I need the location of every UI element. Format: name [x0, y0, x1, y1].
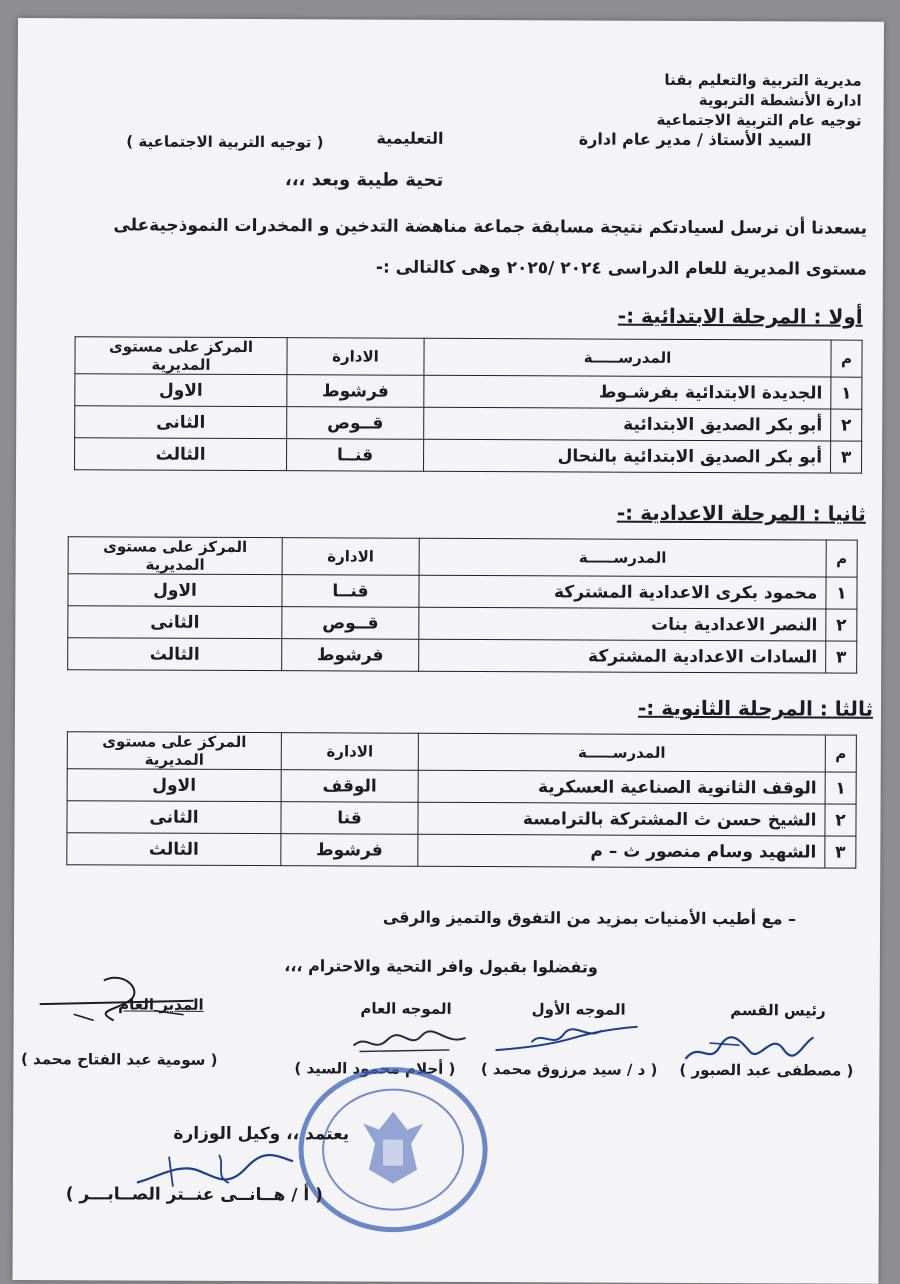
signature-name-general-supervisor: ( أحلام محمود السيد )	[294, 1059, 456, 1078]
col-num-header: م	[831, 340, 862, 377]
results-table-preparatory	[67, 536, 858, 673]
school-name: الشهيد وسام منصور ث – م	[418, 834, 825, 868]
header-line-2: ادارة الأنشطة التربوية	[698, 90, 862, 110]
row-num: ٣	[825, 836, 856, 868]
school-name: الشيخ حسن ث المشتركة بالترامسة	[418, 802, 825, 836]
section-title-preparatory: ثانيا : المرحلة الاعدادية :-	[616, 500, 866, 526]
admin-name: فرشوط	[282, 639, 419, 672]
addressee-right: السيد الأستاذ / مدير عام ادارة	[578, 129, 812, 150]
rank: الثالث	[67, 833, 281, 866]
section-title-primary: أولا : المرحلة الابتدائية :-	[617, 303, 863, 329]
row-num: ١	[831, 377, 862, 409]
approval-title: يعتمد ،، وكيل الوزارة	[173, 1123, 350, 1145]
col-num-header: م	[826, 540, 857, 577]
section-title-secondary: ثالثا : المرحلة الثانوية :-	[637, 695, 874, 721]
signature-name-head: ( مصطفى عبد الصبور )	[679, 1060, 854, 1080]
school-name: النصر الاعدادية بنات	[419, 607, 826, 641]
rank: الثانى	[67, 801, 281, 834]
addressee-middle: التعليمية	[376, 128, 444, 148]
addressee-left: ( توجيه التربية الاجتماعية )	[126, 132, 324, 152]
table-row	[75, 406, 862, 441]
row-num: ١	[826, 577, 857, 609]
header-line-1: مديرية التربية والتعليم بقنا	[664, 70, 862, 90]
closing-regards: وتفضلوا بقبول وافر التحية والاحترام ،،،	[284, 956, 598, 977]
signature-title-head: رئيس القسم	[730, 1001, 826, 1020]
handwritten-signature-first-supervisor	[491, 1020, 641, 1061]
header-line-3: توجيه عام التربية الاجتماعية	[656, 110, 862, 130]
row-num: ٢	[831, 409, 862, 441]
col-admin-header: الادارة	[282, 538, 419, 576]
table-row	[75, 374, 862, 409]
admin-name: فرشوط	[281, 834, 418, 867]
rank: الثالث	[75, 438, 287, 471]
table-header-row	[68, 537, 857, 577]
school-name: أبو بكر الصديق الابتدائية بالنحال	[424, 439, 831, 473]
row-num: ١	[825, 772, 856, 804]
signature-title-first-supervisor: الموجه الأول	[531, 1000, 626, 1019]
col-rank-header: المركز على مستوى المديرية	[75, 337, 287, 375]
rank: الاول	[75, 374, 287, 407]
document-page	[12, 18, 883, 1284]
handwritten-signature-general-supervisor	[349, 1023, 469, 1060]
admin-name: قنــا	[282, 575, 419, 608]
table-row	[68, 638, 857, 673]
admin-name: الوقف	[281, 770, 418, 803]
row-num: ٢	[825, 804, 856, 836]
table-row	[67, 833, 856, 868]
signature-name-first-supervisor: ( د / سيد مرزوق محمد )	[480, 1060, 658, 1079]
table-header-row	[75, 337, 862, 377]
row-num: ٣	[831, 441, 862, 473]
row-num: ٣	[826, 641, 857, 673]
handwritten-signature-director	[34, 970, 204, 1033]
col-admin-header: الادارة	[287, 338, 424, 376]
signature-title-director: المدير العام	[118, 995, 204, 1014]
results-table-secondary	[66, 731, 857, 868]
results-table-primary	[74, 336, 863, 473]
intro-line-2: مستوى المديرية للعام الدراسى ٢٠٢٤ /٢٠٢٥ وهى كالتالى :-	[375, 257, 867, 280]
col-school-header: المدرســـــة	[419, 538, 826, 577]
table-row	[68, 574, 857, 609]
school-name: السادات الاعدادية المشتركة	[419, 639, 826, 673]
official-stamp	[293, 1059, 494, 1240]
table-row	[67, 769, 856, 804]
school-name: الجديدة الابتدائية بفرشـوط	[424, 375, 831, 409]
school-name: محمود بكرى الاعدادية المشتركة	[419, 575, 826, 609]
admin-name: فرشوط	[287, 375, 424, 408]
col-rank-header: المركز على مستوى المديرية	[68, 537, 282, 575]
rank: الاول	[67, 769, 281, 802]
intro-line-1: يسعدنا أن نرسل لسيادتكم نتيجة مسابقة جماعة مناهضة التدخين و المخدرات النموذجيةعلى	[113, 215, 868, 239]
admin-name: قنا	[281, 802, 418, 835]
col-school-header: المدرســـــة	[418, 733, 825, 772]
admin-name: قنــا	[287, 439, 424, 472]
table-header-row	[67, 732, 856, 772]
row-num: ٢	[826, 609, 857, 641]
approval-name: ( أ / هــانــى عنــتر الصــابـــر )	[65, 1184, 323, 1206]
rank: الثانى	[75, 406, 287, 439]
table-row	[68, 606, 857, 641]
col-num-header: م	[825, 735, 856, 772]
col-admin-header: الادارة	[281, 733, 418, 771]
closing-wishes: – مع أطيب الأمنيات بمزيد من التفوق والتميز والرقى	[382, 907, 797, 929]
signature-name-director: ( سومية عبد الفتاح محمد )	[20, 1050, 218, 1069]
col-rank-header: المركز على مستوى المديرية	[67, 732, 281, 770]
admin-name: قــوص	[287, 407, 424, 440]
admin-name: قــوص	[282, 607, 419, 640]
signature-title-general-supervisor: الموجه العام	[360, 999, 452, 1018]
rank: الاول	[68, 574, 282, 607]
rank: الثانى	[68, 606, 282, 639]
table-row	[75, 438, 862, 473]
school-name: أبو بكر الصديق الابتدائية	[424, 407, 831, 441]
table-row	[67, 801, 856, 836]
col-school-header: المدرســـــة	[424, 338, 831, 377]
rank: الثالث	[68, 638, 282, 671]
greeting: تحية طيبة وبعد ،،،	[284, 169, 444, 191]
school-name: الوقف الثانوية الصناعية العسكرية	[418, 770, 825, 804]
